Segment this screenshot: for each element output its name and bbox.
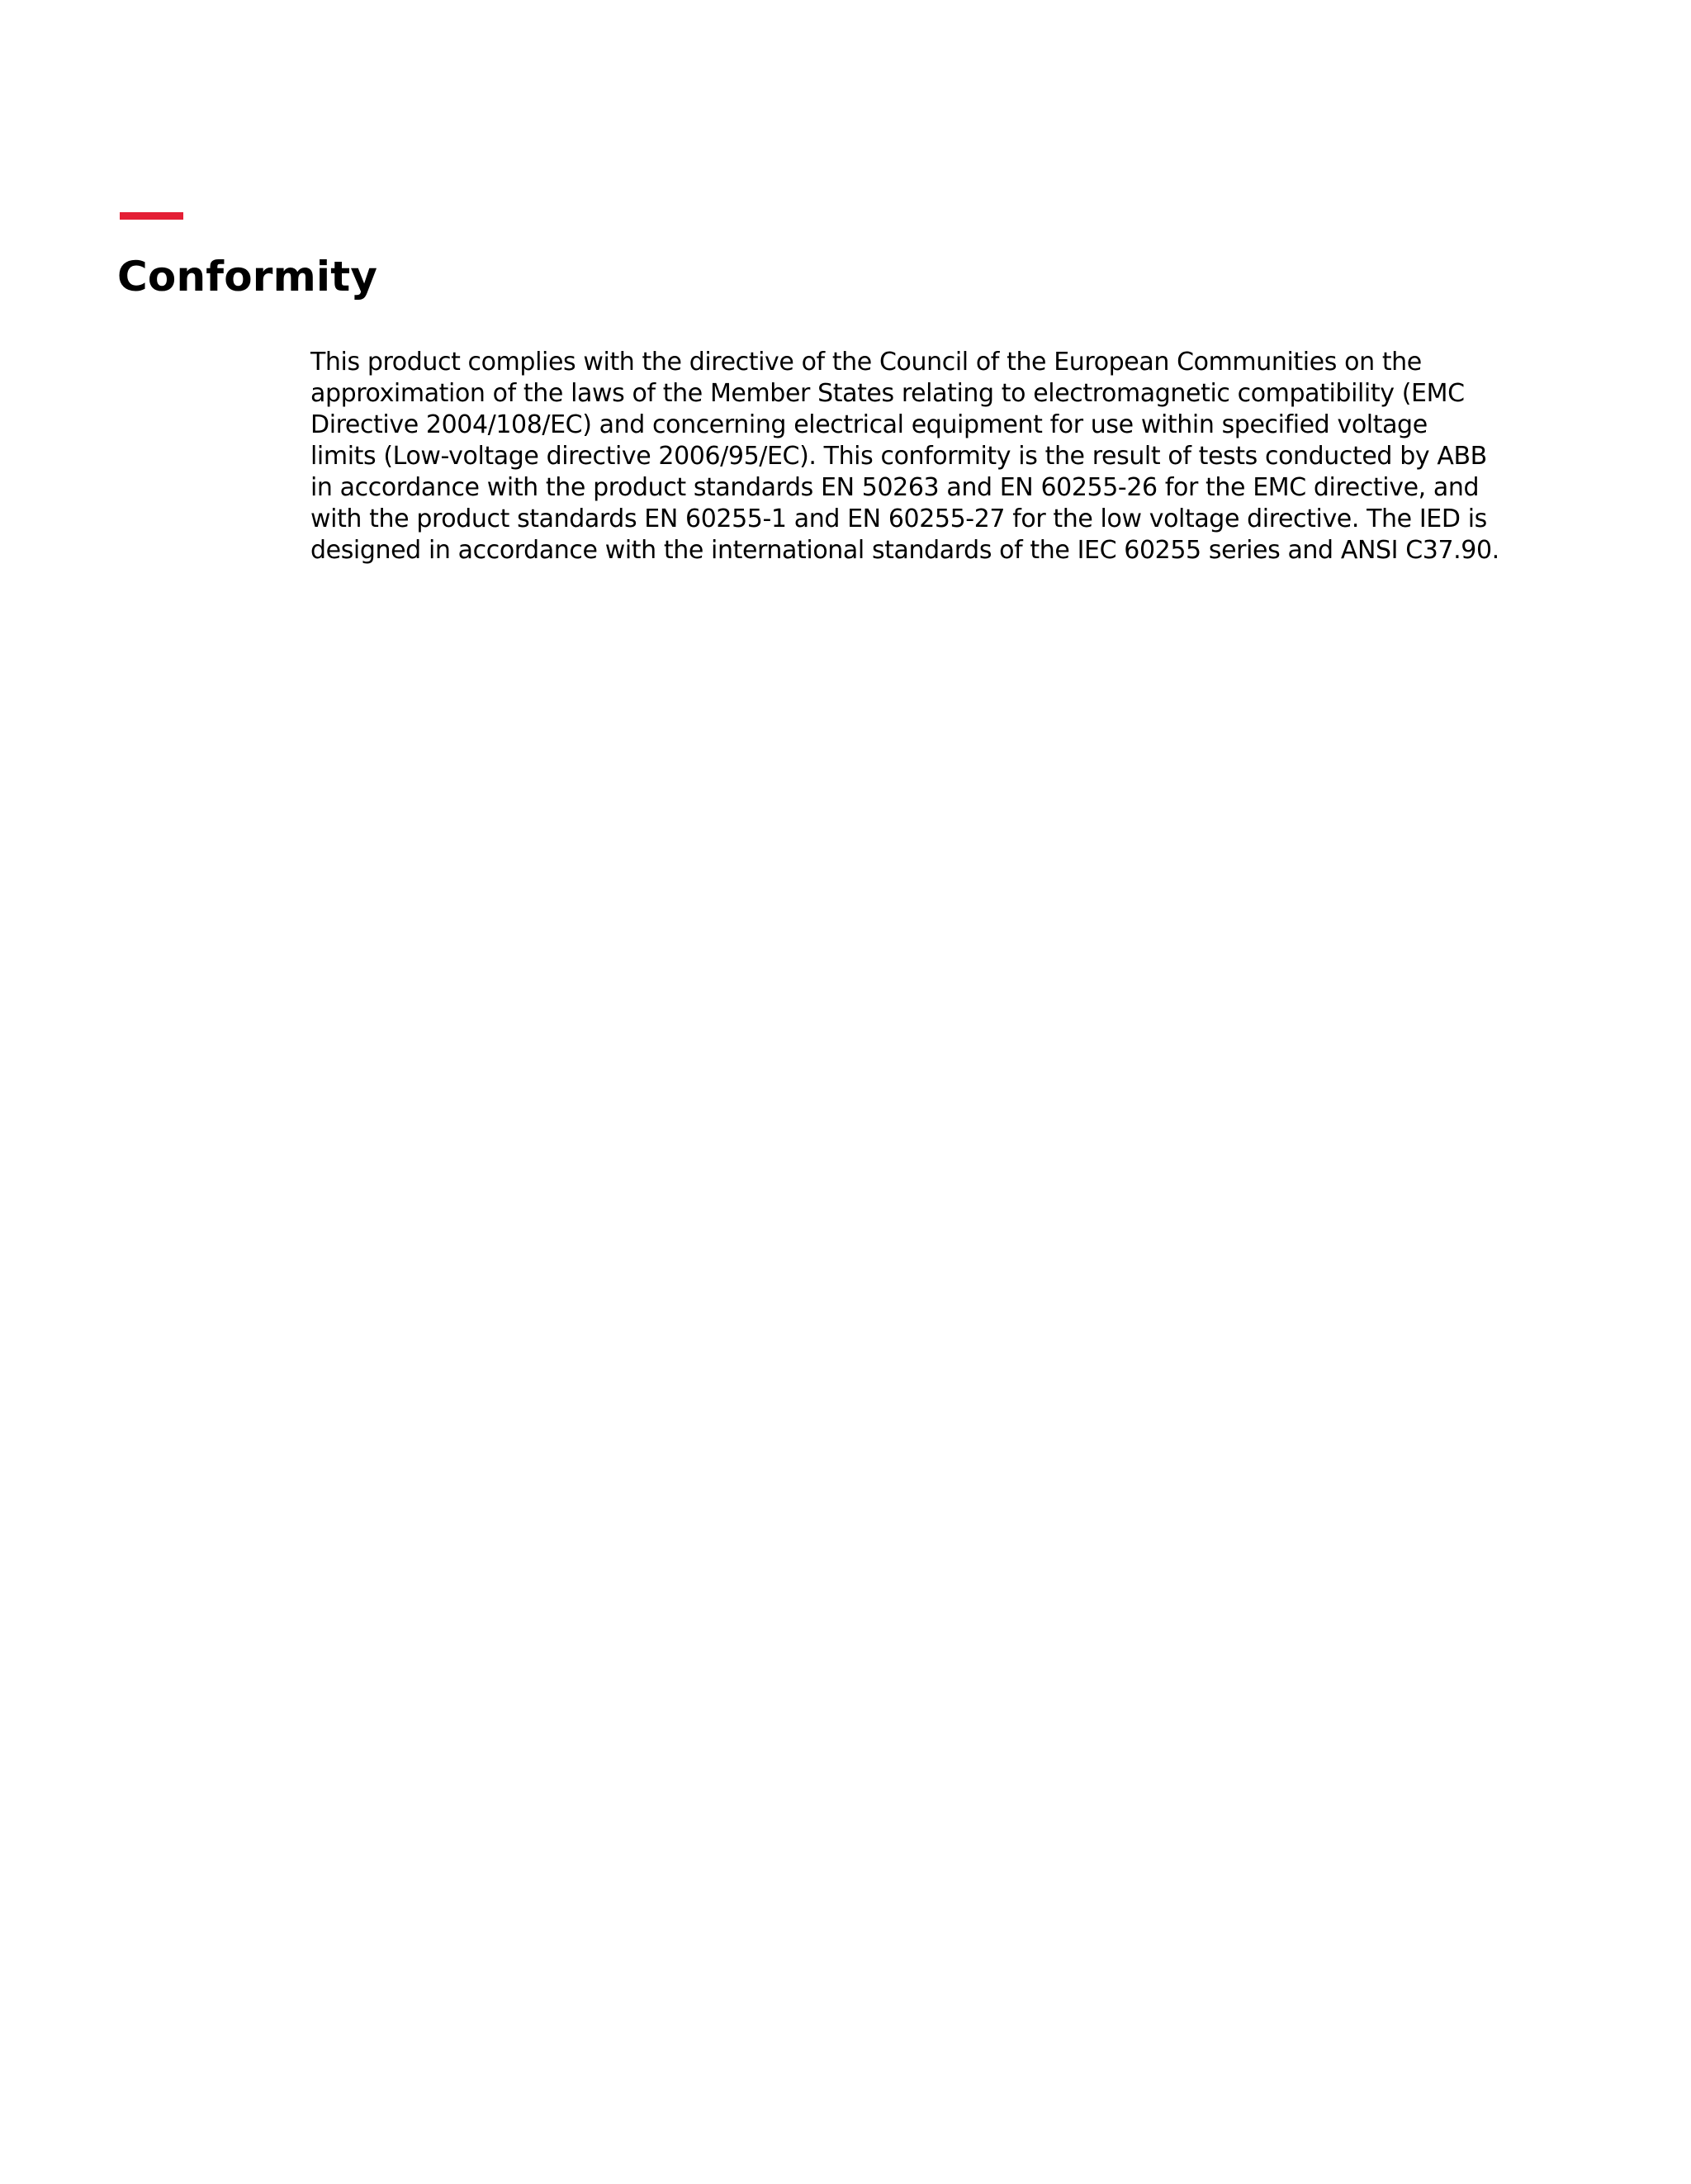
paragraph-line: in accordance with the product standards EN 50263 and EN 60255-26 for the EMC directive, and	[310, 473, 1480, 502]
conformity-paragraph	[310, 347, 1549, 566]
paragraph-line: This product complies with the directive of the Council of the European Communities on the	[310, 348, 1422, 377]
paragraph-line: Directive 2004/108/EC) and concerning electrical equipment for use within specified voltage	[310, 410, 1428, 439]
paragraph-line: limits (Low-voltage directive 2006/95/EC). This conformity is the result of tests conducted by ABB	[310, 442, 1487, 471]
paragraph-line: approximation of the laws of the Member States relating to electromagnetic compatibility (EMC	[310, 379, 1465, 408]
paragraph-line: with the product standards EN 60255-1 and EN 60255-27 for the low voltage directive. The IED is	[310, 505, 1487, 533]
section-title: Conformity	[117, 253, 378, 301]
section-accent-bar	[120, 212, 183, 220]
paragraph-line: designed in accordance with the international standards of the IEC 60255 series and ANSI C37.90.	[310, 536, 1499, 565]
